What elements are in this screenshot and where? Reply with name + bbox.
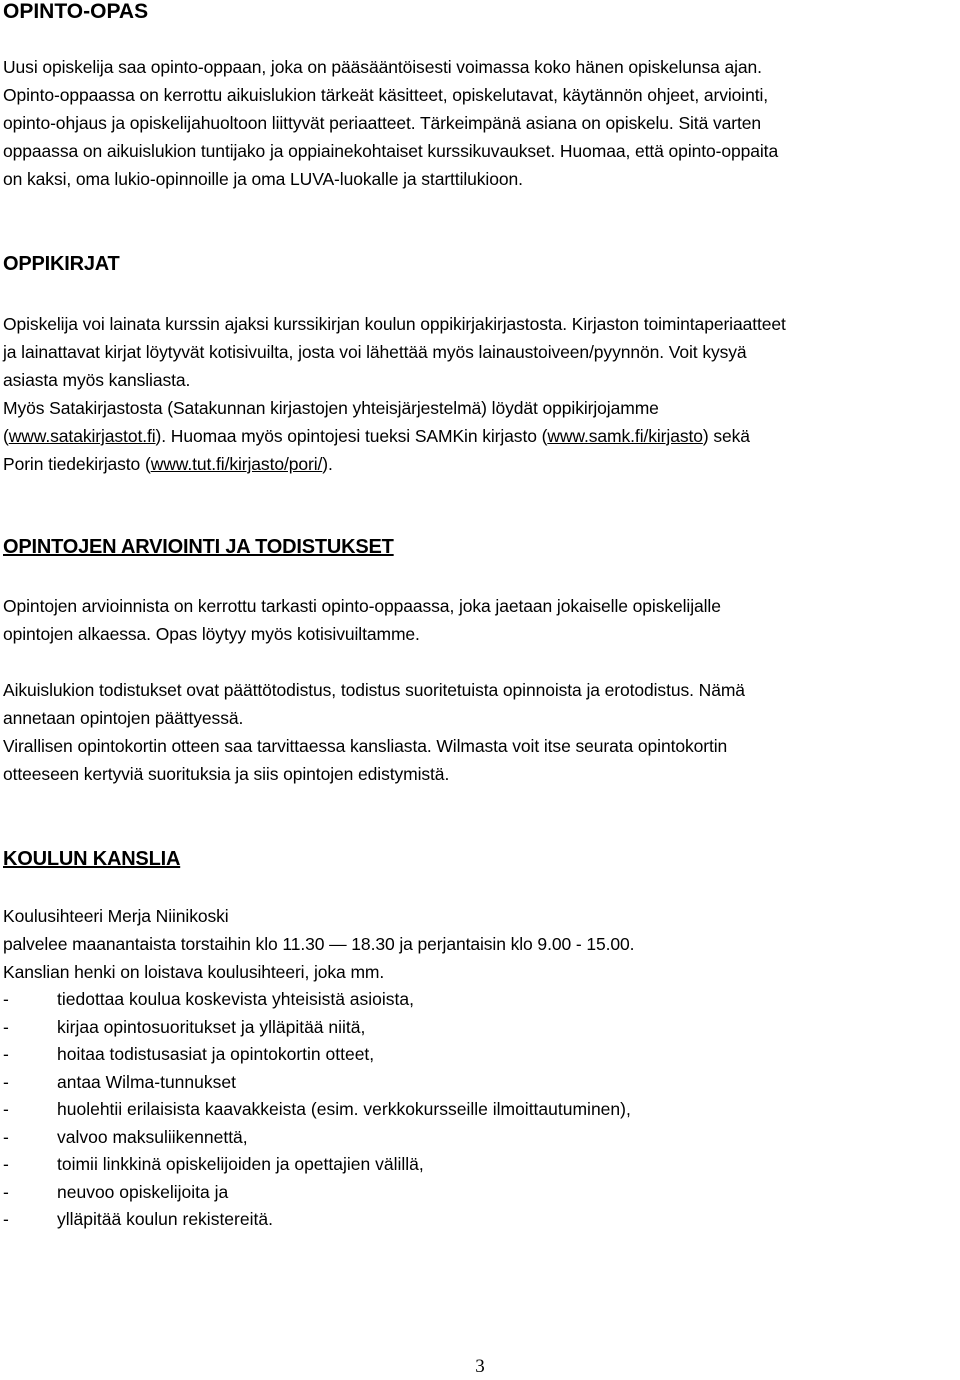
textbooks-paragraph	[3, 310, 955, 478]
text-fragment: ). Huomaa myös opintojesi tueksi SAMKin kirjasto (	[155, 426, 548, 446]
list-item	[3, 1124, 955, 1152]
text-line: palvelee maanantaista torstaihin klo 11.30 — 18.30 ja perjantaisin klo 9.00 - 15.00.	[3, 934, 635, 954]
list-item	[3, 986, 955, 1014]
page-number: 3	[475, 1356, 485, 1377]
text-line: Kanslian henki on loistava koulusihteeri, joka mm.	[3, 962, 385, 982]
list-item	[3, 1096, 955, 1124]
text-line: ja lainattavat kirjat löytyvät kotisivuilta, josta voi lähettää myös lainaustoiveen/pyynnön. Voit kysyä	[3, 342, 747, 362]
section-title-office: KOULUN KANSLIA	[3, 848, 181, 870]
list-item-text: huolehtii erilaisista kaavakkeista (esim. verkkokursseille ilmoittautuminen),	[57, 1099, 631, 1119]
office-paragraph	[3, 902, 955, 1234]
list-item-text: neuvoo opiskelijoita ja	[57, 1181, 229, 1202]
list-item	[3, 1041, 955, 1069]
text-line: Myös Satakirjastosta (Satakunnan kirjastojen yhteisjärjestelmä) löydät oppikirjojamme	[3, 398, 659, 418]
assessment-paragraph-1	[3, 592, 955, 648]
assessment-paragraph-2	[3, 676, 955, 788]
text-line-with-links	[3, 422, 955, 450]
section-title-assessment: OPINTOJEN ARVIOINTI JA TODISTUKSET	[3, 536, 394, 558]
list-item-text: antaa Wilma-tunnukset	[57, 1071, 236, 1092]
dash-bullet: -	[3, 1044, 9, 1064]
link-tut-pori-library[interactable]: www.tut.fi/kirjasto/pori/	[150, 454, 323, 474]
section-study-guide	[3, 0, 148, 24]
text-line: Aikuislukion todistukset ovat päättötodistus, todistus suoritetuista opinnoista ja erotodistus. Nämä	[3, 680, 745, 700]
text-line: oppaassa on aikuislukion tuntijako ja oppiainekohtaiset kurssikuvaukset. Huomaa, että opinto-oppaita	[3, 141, 779, 161]
text-line: Koulusihteeri Merja Niinikoski	[3, 906, 229, 926]
dash-bullet: -	[3, 1154, 9, 1174]
list-item-text: tiedottaa koulua koskevista yhteisistä asioista,	[57, 989, 414, 1009]
text-line: opintojen alkaessa. Opas löytyy myös kotisivuiltamme.	[3, 624, 420, 644]
text-line: Opinto-oppaassa on kerrottu aikuislukion tärkeät käsitteet, opiskelutavat, käytännön ohjeet, arviointi,	[3, 85, 769, 105]
text-line: on kaksi, oma lukio-opinnoille ja oma LUVA-luokalle ja starttilukioon.	[3, 169, 523, 189]
text-line: Uusi opiskelija saa opinto-oppaan, joka on pääsääntöisesti voimassa koko hänen opiskelunsa ajan.	[3, 57, 762, 77]
list-item	[3, 1069, 955, 1097]
list-item	[3, 1151, 955, 1179]
list-item-text: valvoo maksuliikennettä,	[57, 1126, 248, 1147]
section-textbooks	[3, 250, 120, 278]
link-samk-library[interactable]: www.samk.fi/kirjasto	[547, 426, 703, 446]
text-line: Virallisen opintokortin otteen saa tarvittaessa kansliasta. Wilmasta voit itse seurata opintokortin	[3, 736, 728, 756]
text-line: Opintojen arvioinnista on kerrottu tarkasti opinto-oppaassa, joka jaetaan jokaiselle opiskelijalle	[3, 596, 721, 616]
dash-bullet: -	[3, 1181, 9, 1202]
list-item	[3, 1179, 955, 1207]
office-task-list	[3, 986, 955, 1234]
dash-bullet: -	[3, 1099, 9, 1119]
section-assessment	[3, 533, 394, 561]
text-line: opinto-ohjaus ja opiskelijahuoltoon liittyvät periaatteet. Tärkeimpänä asiana on opiskelu. Sitä varten	[3, 113, 761, 133]
list-item-text: toimii linkkinä opiskelijoiden ja opettajien välillä,	[57, 1154, 424, 1174]
text-line: otteeseen kertyviä suorituksia ja siis opintojen edistymistä.	[3, 764, 450, 784]
text-line: annetaan opintojen päättyessä.	[3, 708, 244, 728]
study-guide-paragraph	[3, 53, 955, 193]
link-satakirjastot[interactable]: www.satakirjastot.fi	[8, 426, 156, 446]
text-fragment: ).	[322, 454, 333, 474]
dash-bullet: -	[3, 989, 9, 1009]
text-fragment: ) sekä	[702, 426, 750, 446]
dash-bullet: -	[3, 1209, 9, 1229]
dash-bullet: -	[3, 1071, 9, 1092]
text-line: asiasta myös kansliasta.	[3, 370, 191, 390]
list-item-text: kirjaa opintosuoritukset ja ylläpitää niitä,	[57, 1016, 366, 1037]
dash-bullet: -	[3, 1126, 9, 1147]
dash-bullet: -	[3, 1016, 9, 1037]
text-fragment: (	[3, 426, 9, 446]
text-fragment: Porin tiedekirjasto (	[3, 454, 151, 474]
section-title-study-guide: OPINTO-OPAS	[3, 0, 149, 23]
text-line-with-links	[3, 450, 955, 478]
list-item	[3, 1014, 955, 1042]
list-item-text: hoitaa todistusasiat ja opintokortin otteet,	[57, 1044, 375, 1064]
section-office	[3, 845, 180, 873]
section-title-textbooks: OPPIKIRJAT	[3, 253, 120, 275]
list-item	[3, 1206, 955, 1234]
list-item-text: ylläpitää koulun rekistereitä.	[57, 1209, 273, 1229]
text-line: Opiskelija voi lainata kurssin ajaksi kurssikirjan koulun oppikirjakirjastosta. Kirjaston toimintaperiaatteet	[3, 314, 786, 334]
